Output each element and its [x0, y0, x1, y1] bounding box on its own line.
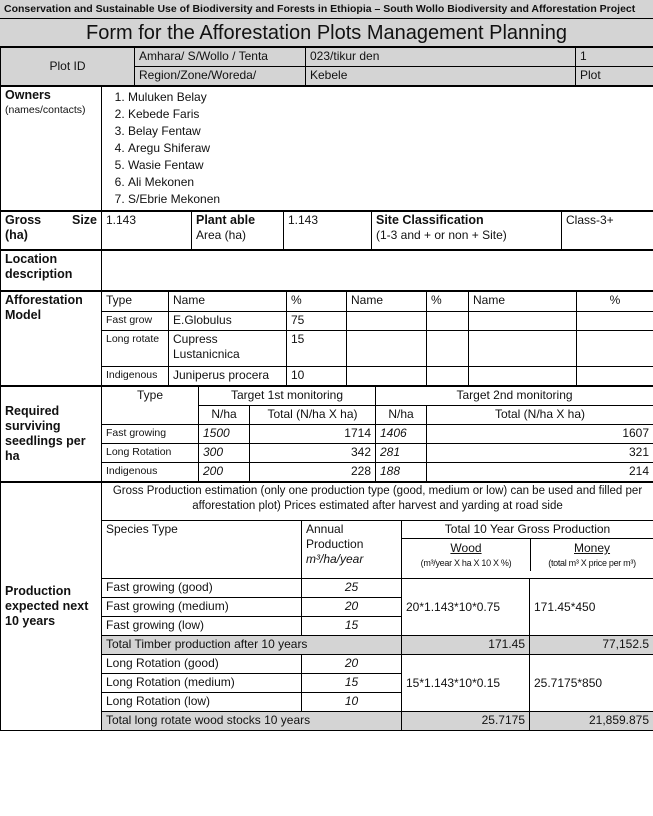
model-type: Long rotate — [102, 331, 169, 367]
seedlings-table — [0, 386, 653, 482]
owners-list — [106, 89, 649, 208]
owners-table — [0, 86, 653, 211]
model-name: Cupress Lustanicnica — [169, 331, 287, 367]
form-title: Form for the Afforestation Plots Management Planning — [0, 19, 653, 47]
model-pct: 15 — [287, 331, 347, 367]
money-header: Money — [574, 541, 611, 555]
seedling-type: Long Rotation — [102, 444, 199, 463]
annual-production-header: Annual Production — [306, 522, 364, 551]
seedling-type: Indigenous — [102, 463, 199, 482]
col-name-header: Name — [347, 292, 427, 312]
fast-total-money: 77,152.5 — [530, 636, 653, 655]
long-total-label: Total long rotate wood stocks 10 years — [102, 712, 402, 731]
annual-production-unit: m³/ha/year — [306, 552, 364, 566]
target-2-total: 321 — [427, 444, 653, 463]
target-1-total: 1714 — [250, 425, 376, 444]
size-label: Size — [71, 213, 97, 227]
site-label: Site Classification — [376, 213, 484, 227]
kebele-value: 023/tikur den — [306, 48, 576, 67]
owners-label-cell — [1, 87, 102, 211]
col-pct-header: % — [577, 292, 653, 312]
model-type: Fast grow — [102, 312, 169, 331]
owner-item: 5. Wasie Fentaw — [128, 157, 649, 174]
site-value: Class-3+ — [562, 212, 653, 250]
total-header: Total (N/ha X ha) — [427, 406, 653, 425]
afforestation-label: Afforestation Model — [1, 292, 102, 386]
target-1-total: 342 — [250, 444, 376, 463]
col-type-header: Type — [102, 292, 169, 312]
plot-id-label: Plot ID — [1, 48, 135, 86]
region-label: Region/Zone/Woreda/ — [135, 67, 306, 86]
total-header: Total (N/ha X ha) — [250, 406, 376, 425]
plantable-label-cell — [192, 212, 284, 250]
target-2-total: 214 — [427, 463, 653, 482]
kebele-label: Kebele — [306, 67, 576, 86]
owner-item: 3. Belay Fentaw — [128, 123, 649, 140]
project-title: Conservation and Sustainable Use of Biodiversity and Forests in Ethiopia – South Wollo Biodiversity and Afforestation Project — [0, 0, 653, 19]
target-1-nha: 200 — [199, 463, 250, 482]
gross-size-label-cell — [1, 212, 102, 250]
owners-list-cell — [102, 87, 653, 211]
production-table — [0, 482, 653, 731]
money-formula: (total m³ X price per m³) — [548, 558, 636, 568]
target-2-nha: 188 — [376, 463, 427, 482]
fast-wood-calc: 20*1.143*10*0.75 — [402, 579, 530, 636]
target-1-nha: 1500 — [199, 425, 250, 444]
target-2-nha: 1406 — [376, 425, 427, 444]
col-pct-header: % — [427, 292, 469, 312]
afforestation-model-table — [0, 291, 653, 386]
plot-label: Plot — [576, 67, 653, 86]
long-wood-calc: 15*1.143*10*0.15 — [402, 655, 530, 712]
model-pct: 10 — [287, 367, 347, 386]
target-2-header: Target 2nd monitoring — [376, 387, 653, 406]
model-name: E.Globulus — [169, 312, 287, 331]
plantable-label: Plant able — [196, 213, 256, 227]
owner-item: 1. Muluken Belay — [128, 89, 649, 106]
species-row: Fast growing (medium) — [102, 598, 302, 617]
species-row: Long Rotation (low) — [102, 693, 302, 712]
location-label: Location description — [1, 251, 102, 291]
owners-sublabel: (names/contacts) — [5, 104, 86, 116]
plot-value: 1 — [576, 48, 653, 67]
model-pct: 75 — [287, 312, 347, 331]
owner-item: 6. Ali Mekonen — [128, 174, 649, 191]
owner-item: 4. Aregu Shiferaw — [128, 140, 649, 157]
size-table — [0, 211, 653, 250]
col-name-header: Name — [469, 292, 577, 312]
total-production-header-cell — [402, 521, 653, 579]
target-2-total: 1607 — [427, 425, 653, 444]
owners-label: Owners — [5, 88, 51, 102]
total-production-header: Total 10 Year Gross Production — [402, 521, 653, 539]
seedling-type: Fast growing — [102, 425, 199, 444]
annual-value: 20 — [302, 655, 402, 674]
site-sublabel: (1-3 and + or non + Site) — [376, 228, 507, 242]
annual-value: 15 — [302, 617, 402, 636]
plantable-sublabel: Area (ha) — [196, 228, 247, 242]
site-label-cell — [372, 212, 562, 250]
species-row: Fast growing (good) — [102, 579, 302, 598]
target-1-nha: 300 — [199, 444, 250, 463]
long-total-wood: 25.7175 — [402, 712, 530, 731]
plot-id-table — [0, 47, 653, 86]
gross-label: Gross — [5, 213, 42, 227]
annual-value: 20 — [302, 598, 402, 617]
annual-value: 15 — [302, 674, 402, 693]
col-pct-header: % — [287, 292, 347, 312]
location-value — [102, 251, 653, 291]
owner-item: 7. S/Ebrie Mekonen — [128, 191, 649, 208]
nha-header: N/ha — [376, 406, 427, 425]
production-intro: Gross Production estimation (only one production type (good, medium or low) can be used and filled per afforestation plot) Prices estimated after harvest and yarding at road side — [102, 483, 653, 521]
production-label: Production expected next 10 years — [1, 483, 102, 731]
annual-value: 10 — [302, 693, 402, 712]
target-2-nha: 281 — [376, 444, 427, 463]
long-money-calc: 25.7175*850 — [530, 655, 653, 712]
location-table — [0, 250, 653, 291]
target-1-total: 228 — [250, 463, 376, 482]
nha-header: N/ha — [199, 406, 250, 425]
species-row: Long Rotation (good) — [102, 655, 302, 674]
model-name: Juniperus procera — [169, 367, 287, 386]
fast-total-wood: 171.45 — [402, 636, 530, 655]
gross-size-value: 1.143 — [102, 212, 192, 250]
annual-production-header-cell — [302, 521, 402, 579]
wood-formula: (m³/year X ha X 10 X %) — [420, 558, 512, 568]
fast-total-label: Total Timber production after 10 years — [102, 636, 402, 655]
species-row: Fast growing (low) — [102, 617, 302, 636]
owner-item: 2. Kebede Faris — [128, 106, 649, 123]
model-type: Indigenous — [102, 367, 169, 386]
fast-money-calc: 171.45*450 — [530, 579, 653, 636]
region-value: Amhara/ S/Wollo / Tenta — [135, 48, 306, 67]
long-total-money: 21,859.875 — [530, 712, 653, 731]
species-type-header: Species Type — [102, 521, 302, 579]
seedlings-type-header: Type — [102, 387, 199, 425]
plantable-value: 1.143 — [284, 212, 372, 250]
wood-header: Wood — [450, 541, 482, 555]
species-row: Long Rotation (medium) — [102, 674, 302, 693]
target-1-header: Target 1st monitoring — [199, 387, 376, 406]
annual-value: 25 — [302, 579, 402, 598]
ha-label: (ha) — [5, 228, 28, 242]
seedlings-label: Required surviving seedlings per ha — [1, 387, 102, 482]
col-name-header: Name — [169, 292, 287, 312]
